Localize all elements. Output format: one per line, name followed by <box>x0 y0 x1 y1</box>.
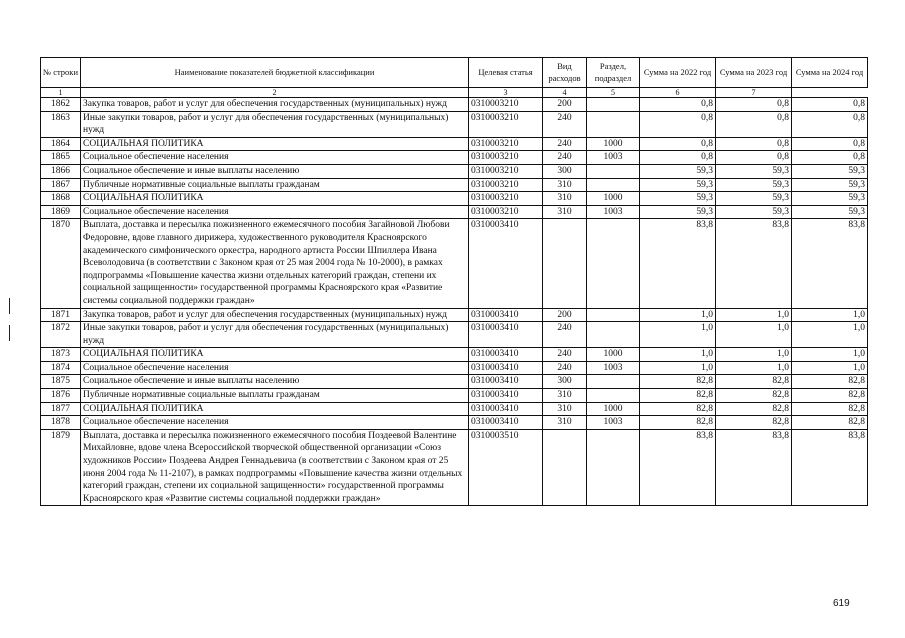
sum-2023-cell: 59,3 <box>716 205 792 219</box>
sum-2023-cell: 1,0 <box>716 361 792 375</box>
indicator-name-cell: Социальное обеспечение населения <box>81 361 469 375</box>
table-row <box>41 322 868 348</box>
sum-2023-cell: 1,0 <box>716 348 792 362</box>
row-number-cell: 1878 <box>41 416 81 430</box>
sum-2023-cell: 83,8 <box>716 429 792 506</box>
table-row <box>41 429 868 506</box>
header-index: 1 <box>41 88 81 98</box>
sum-2023-cell: 82,8 <box>716 416 792 430</box>
sum-2022-cell: 1,0 <box>640 348 716 362</box>
sum-2023-cell: 1,0 <box>716 322 792 348</box>
expense-type-cell: 310 <box>543 389 587 403</box>
table-header <box>41 58 868 98</box>
sum-2024-cell: 0,8 <box>792 111 868 137</box>
sum-2022-cell: 59,3 <box>640 192 716 206</box>
target-article-cell: 0310003410 <box>469 308 543 322</box>
sum-2022-cell: 82,8 <box>640 402 716 416</box>
expense-type-cell: 200 <box>543 308 587 322</box>
indicator-name-cell: СОЦИАЛЬНАЯ ПОЛИТИКА <box>81 192 469 206</box>
sum-2022-cell: 83,8 <box>640 219 716 308</box>
table-row <box>41 111 868 137</box>
target-article-cell: 0310003210 <box>469 98 543 112</box>
sum-2023-cell: 59,3 <box>716 192 792 206</box>
section-code-cell <box>587 219 640 308</box>
expense-type-cell: 200 <box>543 98 587 112</box>
row-number-cell: 1871 <box>41 308 81 322</box>
header-sum-2022: Сумма на 2022 год <box>640 58 716 88</box>
target-article-cell: 0310003410 <box>469 416 543 430</box>
table-row <box>41 178 868 192</box>
target-article-cell: 0310003510 <box>469 429 543 506</box>
header-index: 6 <box>640 88 716 98</box>
row-number-cell: 1863 <box>41 111 81 137</box>
sum-2024-cell: 59,3 <box>792 164 868 178</box>
section-code-cell <box>587 111 640 137</box>
table-row <box>41 416 868 430</box>
sum-2022-cell: 0,8 <box>640 98 716 112</box>
section-code-cell <box>587 429 640 506</box>
section-code-cell: 1003 <box>587 361 640 375</box>
sum-2024-cell: 82,8 <box>792 375 868 389</box>
section-code-cell <box>587 389 640 403</box>
table-row <box>41 402 868 416</box>
sum-2023-cell: 0,8 <box>716 98 792 112</box>
page-number: 619 <box>833 598 850 609</box>
row-number-cell: 1876 <box>41 389 81 403</box>
row-number-cell: 1877 <box>41 402 81 416</box>
sum-2024-cell: 83,8 <box>792 219 868 308</box>
sum-2023-cell: 0,8 <box>716 137 792 151</box>
sum-2024-cell: 1,0 <box>792 361 868 375</box>
row-number-cell: 1873 <box>41 348 81 362</box>
indicator-name-cell: Социальное обеспечение населения <box>81 151 469 165</box>
section-code-cell: 1000 <box>587 192 640 206</box>
target-article-cell: 0310003410 <box>469 402 543 416</box>
table-row <box>41 389 868 403</box>
header-index: 5 <box>587 88 640 98</box>
sum-2022-cell: 0,8 <box>640 111 716 137</box>
section-code-cell <box>587 98 640 112</box>
sum-2023-cell: 59,3 <box>716 178 792 192</box>
sum-2024-cell: 82,8 <box>792 416 868 430</box>
indicator-name-cell: Социальное обеспечение и иные выплаты населению <box>81 164 469 178</box>
sum-2022-cell: 82,8 <box>640 416 716 430</box>
sum-2024-cell: 1,0 <box>792 348 868 362</box>
indicator-name-cell: Социальное обеспечение населения <box>81 416 469 430</box>
sum-2022-cell: 1,0 <box>640 308 716 322</box>
row-number-cell: 1866 <box>41 164 81 178</box>
table-row <box>41 205 868 219</box>
target-article-cell: 0310003410 <box>469 361 543 375</box>
expense-type-cell: 300 <box>543 375 587 389</box>
row-number-cell: 1874 <box>41 361 81 375</box>
sum-2023-cell: 0,8 <box>716 111 792 137</box>
header-sum-2023: Сумма на 2023 год <box>716 58 792 88</box>
sum-2022-cell: 59,3 <box>640 178 716 192</box>
indicator-name-cell: Иные закупки товаров, работ и услуг для обеспечения государственных (муниципальных) нужд <box>81 322 469 348</box>
header-sum-2024: Сумма на 2024 год <box>792 58 868 88</box>
header-index: 4 <box>543 88 587 98</box>
row-number-cell: 1865 <box>41 151 81 165</box>
sum-2022-cell: 1,0 <box>640 322 716 348</box>
expense-type-cell: 310 <box>543 192 587 206</box>
indicator-name-cell: Иные закупки товаров, работ и услуг для обеспечения государственных (муниципальных) нужд <box>81 111 469 137</box>
row-number-cell: 1872 <box>41 322 81 348</box>
margin-mark <box>9 298 10 314</box>
table-row <box>41 98 868 112</box>
expense-type-cell: 310 <box>543 416 587 430</box>
indicator-name-cell: Социальное обеспечение населения <box>81 205 469 219</box>
expense-type-cell: 310 <box>543 178 587 192</box>
section-code-cell: 1000 <box>587 402 640 416</box>
table-row <box>41 151 868 165</box>
section-code-cell: 1000 <box>587 348 640 362</box>
sum-2022-cell: 0,8 <box>640 151 716 165</box>
section-code-cell <box>587 375 640 389</box>
expense-type-cell: 310 <box>543 402 587 416</box>
table-body <box>41 98 868 506</box>
sum-2024-cell: 83,8 <box>792 429 868 506</box>
indicator-name-cell: Выплата, доставка и пересылка пожизненного ежемесячного пособия Загайновой Любови Федоровне, вдове главного дирижера, художественного руководителя Красноярского академического симфонического оркестра, народного артиста России Шпиллера Ивана Всеволодовича (в соответствии с Законом края от 25 мая 2004 года № 10-2000), в рамках подпрограммы «Повышение качества жизни отдельных категорий граждан, степени их социальной защищенности» государственной программы Красноярского края «Развитие системы социальной поддержки граждан» <box>81 219 469 308</box>
expense-type-cell: 300 <box>543 164 587 178</box>
table-row <box>41 137 868 151</box>
sum-2023-cell: 1,0 <box>716 308 792 322</box>
sum-2024-cell: 59,3 <box>792 178 868 192</box>
indicator-name-cell: Социальное обеспечение и иные выплаты населению <box>81 375 469 389</box>
expense-type-cell: 310 <box>543 205 587 219</box>
indicator-name-cell: СОЦИАЛЬНАЯ ПОЛИТИКА <box>81 137 469 151</box>
target-article-cell: 0310003210 <box>469 137 543 151</box>
row-number-cell: 1864 <box>41 137 81 151</box>
table-row <box>41 308 868 322</box>
expense-type-cell <box>543 429 587 506</box>
sum-2024-cell: 0,8 <box>792 151 868 165</box>
sum-2022-cell: 82,8 <box>640 389 716 403</box>
sum-2024-cell: 1,0 <box>792 322 868 348</box>
indicator-name-cell: Закупка товаров, работ и услуг для обеспечения государственных (муниципальных) нужд <box>81 308 469 322</box>
expense-type-cell: 240 <box>543 322 587 348</box>
section-code-cell <box>587 322 640 348</box>
indicator-name-cell: СОЦИАЛЬНАЯ ПОЛИТИКА <box>81 402 469 416</box>
header-row-number: № строки <box>41 58 81 88</box>
sum-2022-cell: 83,8 <box>640 429 716 506</box>
sum-2022-cell: 82,8 <box>640 375 716 389</box>
sum-2023-cell: 82,8 <box>716 402 792 416</box>
indicator-name-cell: Публичные нормативные социальные выплаты гражданам <box>81 389 469 403</box>
expense-type-cell: 240 <box>543 361 587 375</box>
expense-type-cell: 240 <box>543 348 587 362</box>
target-article-cell: 0310003210 <box>469 205 543 219</box>
section-code-cell: 1003 <box>587 151 640 165</box>
table-row <box>41 361 868 375</box>
target-article-cell: 0310003410 <box>469 219 543 308</box>
header-expense-type: Вид расходов <box>543 58 587 88</box>
sum-2024-cell: 0,8 <box>792 137 868 151</box>
target-article-cell: 0310003210 <box>469 111 543 137</box>
sum-2022-cell: 59,3 <box>640 205 716 219</box>
sum-2024-cell: 82,8 <box>792 402 868 416</box>
section-code-cell: 1003 <box>587 205 640 219</box>
expense-type-cell: 240 <box>543 111 587 137</box>
row-number-cell: 1879 <box>41 429 81 506</box>
sum-2022-cell: 59,3 <box>640 164 716 178</box>
sum-2023-cell: 0,8 <box>716 151 792 165</box>
expense-type-cell: 240 <box>543 151 587 165</box>
section-code-cell: 1000 <box>587 137 640 151</box>
table-row <box>41 348 868 362</box>
sum-2024-cell: 82,8 <box>792 389 868 403</box>
sum-2024-cell: 0,8 <box>792 98 868 112</box>
table-row <box>41 219 868 308</box>
row-number-cell: 1868 <box>41 192 81 206</box>
expense-type-cell: 240 <box>543 137 587 151</box>
expense-type-cell <box>543 219 587 308</box>
row-number-cell: 1869 <box>41 205 81 219</box>
header-indicator-name: Наименование показателей бюджетной классификации <box>81 58 469 88</box>
row-number-cell: 1875 <box>41 375 81 389</box>
row-number-cell: 1862 <box>41 98 81 112</box>
row-number-cell: 1867 <box>41 178 81 192</box>
header-index: 7 <box>716 88 792 98</box>
header-index: 3 <box>469 88 543 98</box>
sum-2024-cell: 59,3 <box>792 205 868 219</box>
header-index: 2 <box>81 88 469 98</box>
row-number-cell: 1870 <box>41 219 81 308</box>
budget-table <box>40 57 868 506</box>
section-code-cell <box>587 178 640 192</box>
sum-2023-cell: 82,8 <box>716 389 792 403</box>
header-target-article: Целевая статья <box>469 58 543 88</box>
sum-2023-cell: 82,8 <box>716 375 792 389</box>
sum-2023-cell: 83,8 <box>716 219 792 308</box>
section-code-cell <box>587 164 640 178</box>
table-row <box>41 164 868 178</box>
header-section: Раздел, подраздел <box>587 58 640 88</box>
section-code-cell <box>587 308 640 322</box>
sum-2023-cell: 59,3 <box>716 164 792 178</box>
sum-2024-cell: 59,3 <box>792 192 868 206</box>
margin-mark <box>9 325 10 341</box>
indicator-name-cell: Выплата, доставка и пересылка пожизненного ежемесячного пособия Поздеевой Валентине Михайловне, вдове члена Всероссийской творческой общественной организации «Союз художников России» Поздеева Андрея Геннадьевича (в соответствии с Законом края от 25 июня 2004 года № 11-2107), в рамках подпрограммы «Повышение качества жизни отдельных категорий граждан, степени их социальной защищенности» государственной программы Красноярского края «Развитие системы социальной поддержки граждан» <box>81 429 469 506</box>
sum-2022-cell: 1,0 <box>640 361 716 375</box>
target-article-cell: 0310003410 <box>469 322 543 348</box>
table-row <box>41 375 868 389</box>
target-article-cell: 0310003410 <box>469 389 543 403</box>
sum-2024-cell: 1,0 <box>792 308 868 322</box>
section-code-cell: 1003 <box>587 416 640 430</box>
target-article-cell: 0310003210 <box>469 192 543 206</box>
table-row <box>41 192 868 206</box>
target-article-cell: 0310003210 <box>469 164 543 178</box>
indicator-name-cell: СОЦИАЛЬНАЯ ПОЛИТИКА <box>81 348 469 362</box>
indicator-name-cell: Публичные нормативные социальные выплаты гражданам <box>81 178 469 192</box>
target-article-cell: 0310003210 <box>469 178 543 192</box>
target-article-cell: 0310003410 <box>469 375 543 389</box>
target-article-cell: 0310003210 <box>469 151 543 165</box>
indicator-name-cell: Закупка товаров, работ и услуг для обеспечения государственных (муниципальных) нужд <box>81 98 469 112</box>
sum-2022-cell: 0,8 <box>640 137 716 151</box>
target-article-cell: 0310003410 <box>469 348 543 362</box>
